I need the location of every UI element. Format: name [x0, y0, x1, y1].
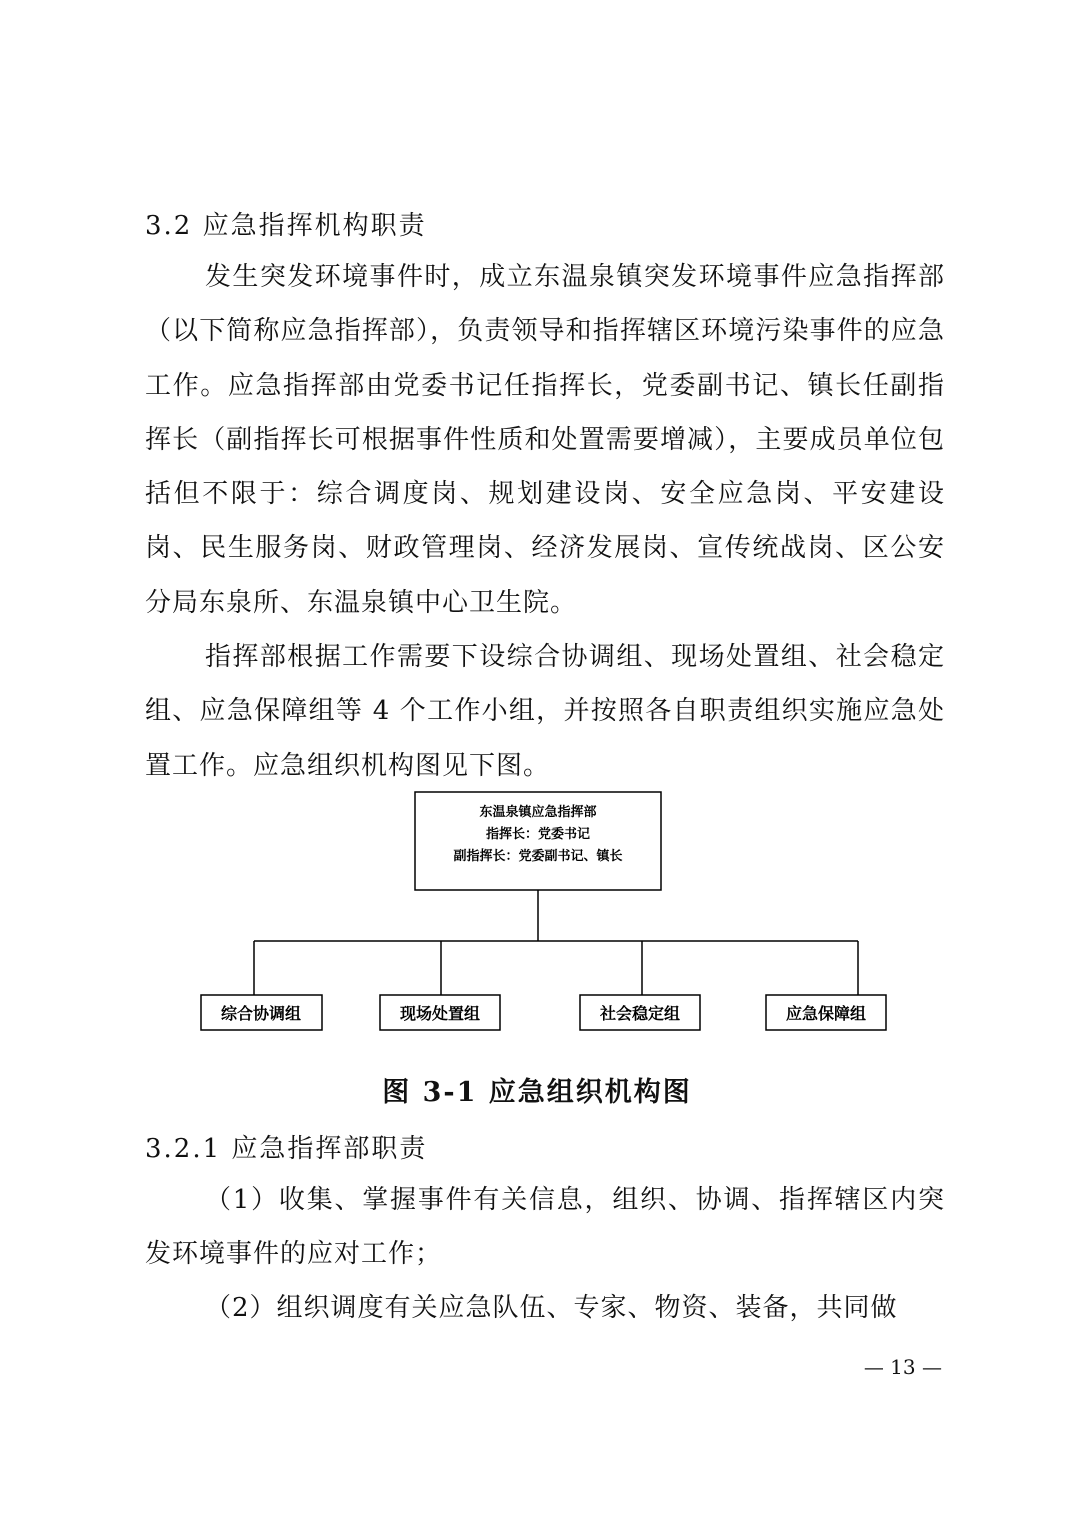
top-box-title: 东温泉镇应急指挥部 [479, 805, 597, 820]
duty-item-1: （1）收集、掌握事件有关信息，组织、协调、指挥辖区内突发环境事件的应对工作； [145, 1185, 945, 1270]
paragraph-1: 发生突发环境事件时，成立东温泉镇突发环境事件应急指挥部（以下简称应急指挥部），负责领导和指挥辖区环境污染事件的应急工作。应急指挥部由党委书记任指挥长，党委副书记、镇长任副指挥长（副指挥长可根据事件性质和处置需要增减），主要成员单位包括但不限于：综合调度岗、规划建设岗、安全应急岗、平安建设岗、民生服务岗、财政管理岗、经济发展岗、宣传统战岗、区公安分局东泉所、东温泉镇中心卫生院。 [145, 262, 945, 618]
group-label-stability: 社会稳定组 [599, 1004, 681, 1023]
subsection-heading: 3.2.1 应急指挥部职责 [145, 1134, 428, 1164]
top-box-commander: 指挥长：党委书记 [485, 827, 591, 842]
duty-item-2: （2）组织调度有关应急队伍、专家、物资、装备，共同做 [205, 1293, 898, 1323]
section-heading: 3.2 应急指挥机构职责 [145, 211, 427, 241]
paragraph-2: 指挥部根据工作需要下设综合协调组、现场处置组、社会稳定组、应急保障组等 4 个工作小组，并按照各自职责组织实施应急处置工作。应急组织机构图见下图。 [145, 642, 945, 781]
group-label-onsite: 现场处置组 [399, 1004, 481, 1023]
figure-caption: 图 3-1 应急组织机构图 [382, 1077, 692, 1108]
top-box-deputy: 副指挥长：党委副书记、镇长 [453, 849, 623, 864]
org-chart [196, 790, 896, 1040]
group-label-support: 应急保障组 [785, 1004, 867, 1023]
page-number: — 13 — [863, 1355, 942, 1379]
group-label-coordination: 综合协调组 [220, 1004, 302, 1023]
